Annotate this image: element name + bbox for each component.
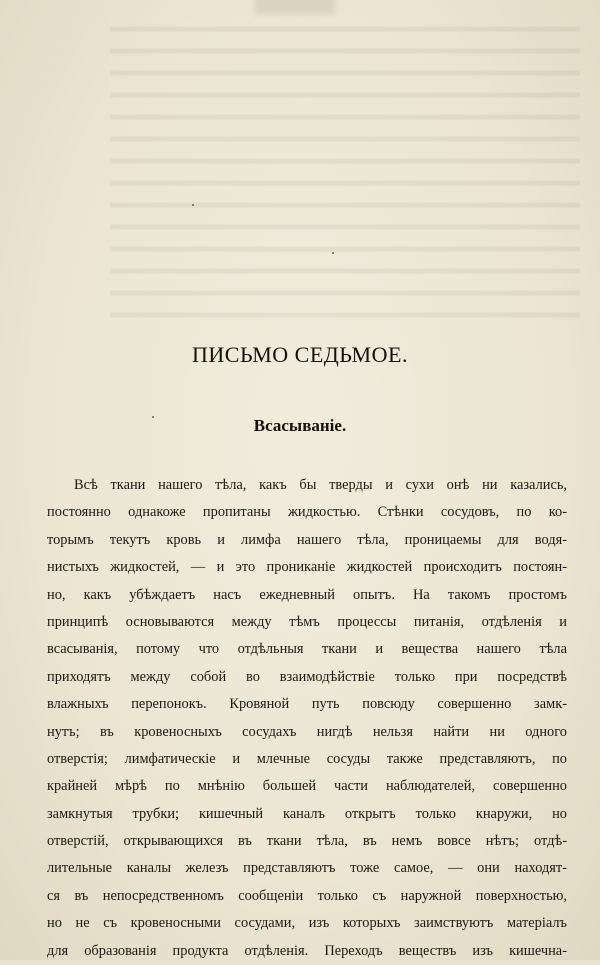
text-line: крайней мѣрѣ по мнѣнію большей части наблюдателей, совершенно bbox=[47, 778, 567, 795]
text-line: для образованія продукта отдѣленія. Переходъ веществъ изъ кишечна- bbox=[47, 942, 567, 959]
show-through-text bbox=[110, 18, 580, 318]
text-line: постоянно однакоже пропитаны жидкостью. Стѣнки сосудовъ, по ко- bbox=[47, 504, 567, 521]
text-line: лительные каналы железъ представляютъ тоже самое, — они находят- bbox=[47, 860, 567, 877]
chapter-title: ПИСЬМО СЕДЬМОЕ. bbox=[192, 342, 408, 367]
text-line: влажныхъ перепонокъ. Кровяной путь повсюду совершенно замк- bbox=[47, 696, 567, 713]
body-paragraph bbox=[47, 472, 567, 965]
text-line: отверстія; лимфатическіе и млечные сосуды также представляютъ, по bbox=[47, 750, 567, 767]
text-line: замкнутыя трубки; кишечный каналъ открытъ только кнаружи, но bbox=[47, 805, 567, 822]
text-line: ся въ непосредственномъ сообщеніи только съ наружной поверхностью, bbox=[47, 887, 567, 904]
text-line: но не съ кровеносными сосудами, изъ которыхъ заимствуютъ матеріалъ bbox=[47, 915, 567, 932]
text-line: но, какъ убѣждаетъ насъ ежедневный опытъ. На такомъ простомъ bbox=[47, 586, 567, 603]
text-line: Всѣ ткани нашего тѣла, какъ бы тверды и сухи онѣ ни казались, bbox=[74, 477, 567, 493]
page-number-bleed bbox=[255, 0, 335, 14]
text-line: приходятъ между собой во взаимодѣйствіе только при посредствѣ bbox=[47, 668, 567, 685]
section-subtitle: Всасываніе. bbox=[253, 416, 347, 435]
text-line: торымъ текутъ кровь и лимфа нашего тѣла, проницаемы для водя- bbox=[47, 531, 567, 548]
ink-speck bbox=[192, 204, 194, 206]
text-line: нутъ; въ кровеносныхъ сосудахъ нигдѣ нельзя найти ни одного bbox=[47, 723, 567, 740]
text-line: всасыванія, потому что отдѣльныя ткани и вещества нашего тѣла bbox=[47, 641, 567, 658]
text-line: отверстій, открывающихся въ ткани тѣла, въ немъ вовсе нѣтъ; отдѣ- bbox=[47, 833, 567, 850]
text-line: принципѣ основываются между тѣмъ процессы питанія, отдѣленія и bbox=[47, 613, 567, 630]
text-line: нистыхъ жидкостей, — и это прониканіе жидкостей происходитъ постоян- bbox=[47, 559, 567, 576]
ink-speck bbox=[332, 252, 334, 254]
